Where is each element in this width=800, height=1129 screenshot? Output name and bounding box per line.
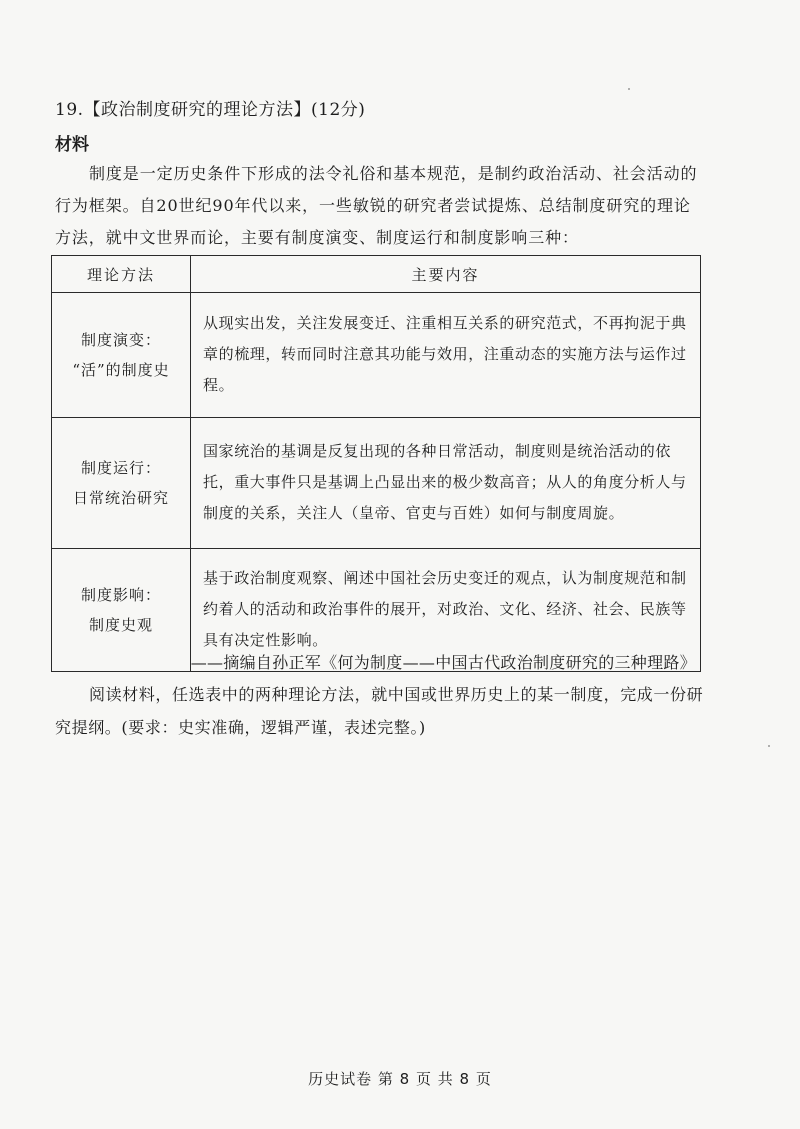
method-name: 制度影响： <box>80 586 161 604</box>
table-row <box>52 418 701 549</box>
method-name: 制度演变： <box>80 331 161 349</box>
header-content: 主要内容 <box>191 256 701 293</box>
table-row <box>52 293 701 418</box>
page-footer: 历史试卷 第 8 页 共 8 页 <box>308 1070 492 1088</box>
method-cell <box>52 418 191 549</box>
table-header-row <box>52 256 701 293</box>
content-cell: 从现实出发，关注发展变迁、注重相互关系的研究范式，不再拘泥于典章的梳理，转而同时注意其功能与效用，注重动态的实施方法与运作过程。 <box>191 293 701 418</box>
methods-table <box>51 255 701 672</box>
content-cell: 国家统治的基调是反复出现的各种日常活动，制度则是统治活动的依托，重大事件只是基调上凸显出来的极少数高音；从人的角度分析人与制度的关系，关注人（皇帝、官吏与百姓）如何与制度周旋。 <box>191 418 701 549</box>
method-cell <box>52 293 191 418</box>
method-subtitle: “活”的制度史 <box>72 361 170 379</box>
method-subtitle: 制度史观 <box>88 616 153 634</box>
scan-speck <box>628 88 630 90</box>
method-subtitle: 日常统治研究 <box>72 489 169 507</box>
content-cell: 基于政治制度观察、阐述中国社会历史变迁的观点，认为制度规范和制约着人的活动和政治事件的展开，对政治、文化、经济、社会、民族等具有决定性影响。 <box>191 549 701 672</box>
method-name: 制度运行： <box>80 459 161 477</box>
material-label: 材料 <box>55 135 89 155</box>
material-intro: 制度是一定历史条件下形成的法令礼俗和基本规范，是制约政治活动、社会活动的行为框架。自20世纪90年代以来，一些敏锐的研究者尝试提炼、总结制度研究的理论方法，就中文世界而论，主要有制度演变、制度运行和制度影响三种： <box>55 164 698 247</box>
method-cell <box>52 549 191 672</box>
header-method: 理论方法 <box>52 256 191 293</box>
question-title: 19.【政治制度研究的理论方法】(12分) <box>55 100 366 120</box>
task-instructions: 阅读材料，任选表中的两种理论方法，就中国或世界历史上的某一制度，完成一份研究提纲。(要求：史实准确，逻辑严谨，表述完整。) <box>55 685 704 737</box>
scan-speck <box>768 745 770 747</box>
source-citation: ——摘编自孙正军《何为制度——中国古代政治制度研究的三种理路》 <box>190 653 696 672</box>
